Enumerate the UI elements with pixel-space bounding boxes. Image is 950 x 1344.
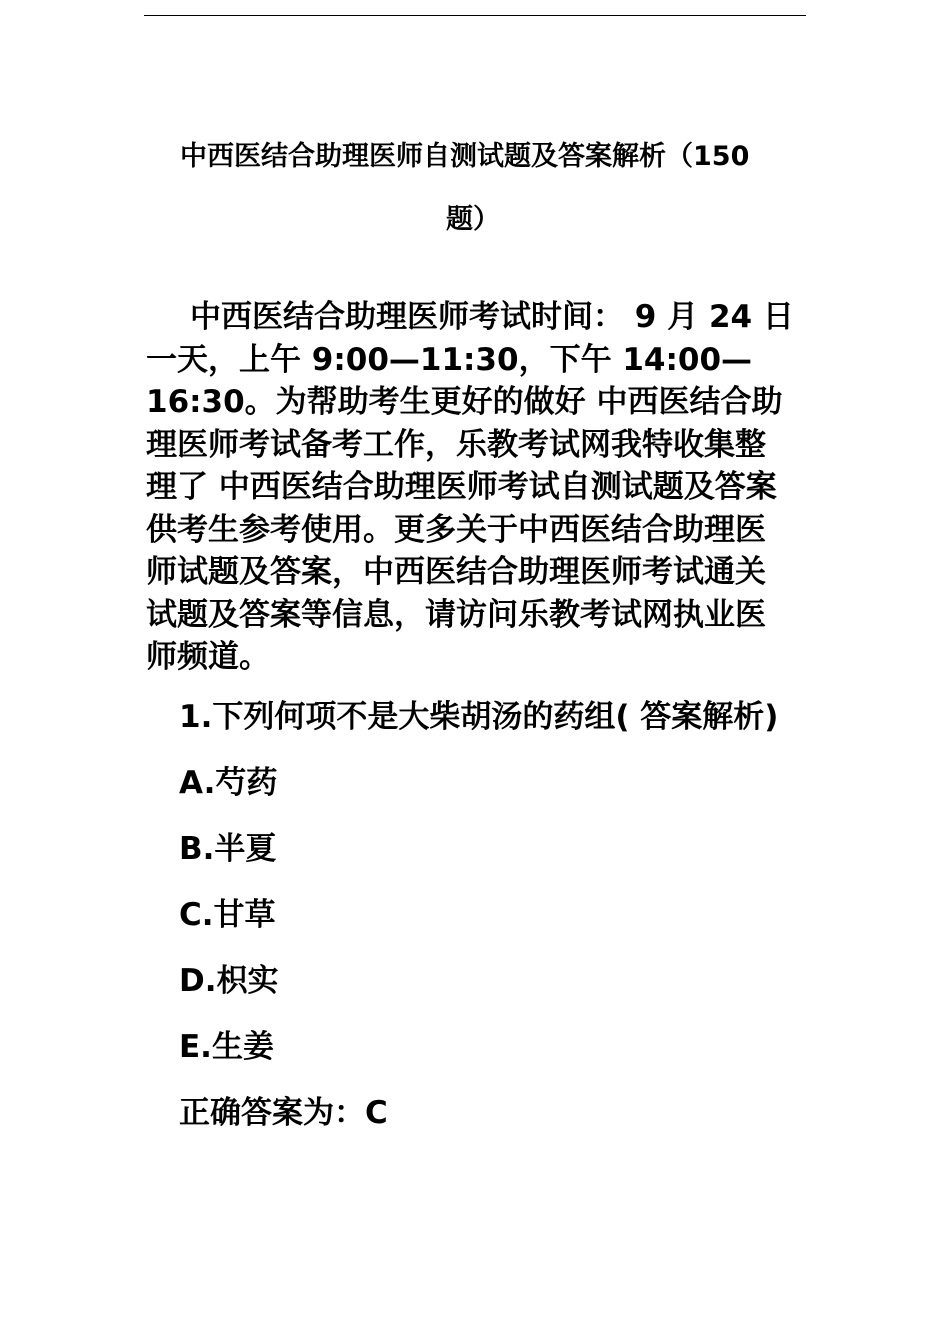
option-b: B.半夏 [179,831,277,867]
intro-line: 师频道。 [146,639,270,675]
intro-paragraph [146,296,798,679]
header-rule [144,15,806,16]
option-d: D.枳实 [179,963,279,999]
intro-line: 供考生参考使用。更多关于中西医结合助理医 [146,511,766,548]
document-title-line-1: 中西医结合助理医师自测试题及答案解析（150 [180,141,750,172]
option-e: E.生姜 [179,1029,274,1065]
intro-line: 理了 中西医结合助理医师考试自测试题及答案 [146,469,777,505]
intro-line: 中西医结合助理医师考试时间： 9 月 24 日 [190,299,794,335]
intro-line: 理医师考试备考工作，乐教考试网我特收集整 [146,426,766,463]
question-stem: 1.下列何项不是大柴胡汤的药组( 答案解析) [179,699,779,735]
intro-line: 16:30。为帮助考生更好的做好 中西医结合助 [146,384,783,420]
intro-line: 师试题及答案，中西医结合助理医师考试通关 [146,554,766,590]
intro-line: 一天，上午 9:00—11:30，下午 14:00— [146,341,753,378]
correct-answer: 正确答案为：C [179,1095,388,1131]
document-title-line-2: 题） [446,204,500,235]
intro-line: 试题及答案等信息，请访问乐教考试网执业医 [146,596,766,633]
option-a: A.芍药 [179,765,278,801]
option-c: C.甘草 [179,897,276,933]
